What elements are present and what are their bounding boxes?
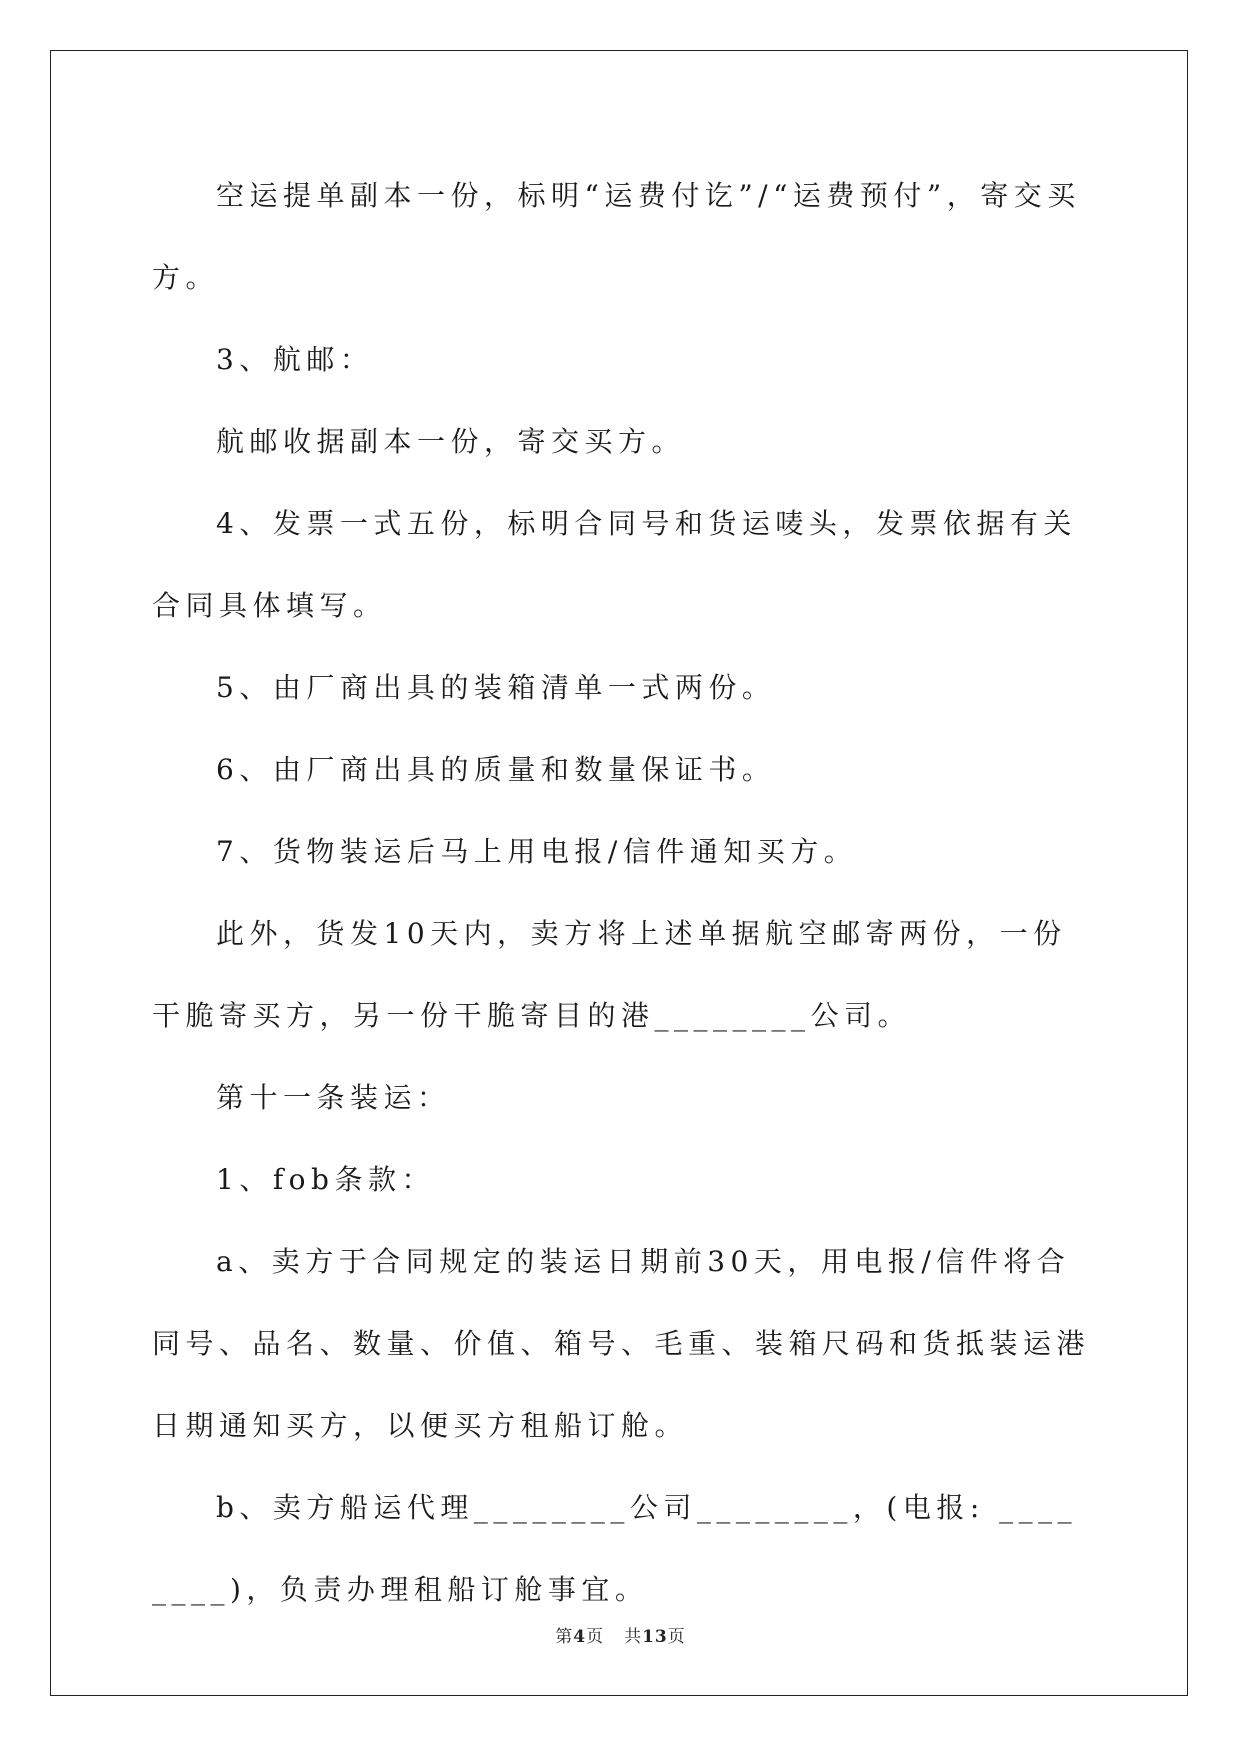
footer-total-prefix: 共 [624,1627,643,1647]
paragraph: 6、由厂商出具的质量和数量保证书。 [216,753,776,786]
paragraph: 1、fob条款： [216,1163,435,1196]
page-number: 4 [573,1627,587,1647]
document-body [152,155,1092,1631]
paragraph: b、卖方船运代理________公司________，(电报: ________)，负责办理租船订舱事宜。 [152,1491,1078,1606]
footer-total-suffix: 页 [667,1627,686,1647]
paragraph: 7、货物装运后马上用电报/信件通知买方。 [216,835,858,868]
paragraph: 第十一条装运： [216,1081,451,1114]
paragraph: 3、航邮： [216,343,374,376]
paragraph: 5、由厂商出具的装箱清单一式两份。 [216,671,776,704]
paragraph: 此外，货发10天内，卖方将上述单据航空邮寄两份，一份干脆寄买方，另一份干脆寄目的港________公司。 [152,917,1067,1032]
footer-page-suffix: 页 [586,1627,605,1647]
paragraph: 4、发票一式五份，标明合同号和货运唛头，发票依据有关合同具体填写。 [152,507,1077,622]
paragraph: 航邮收据副本一份，寄交买方。 [216,425,686,458]
page-footer [0,1622,1241,1647]
paragraph: 空运提单副本一份，标明“运费付讫”/“运费预付”，寄交买方。 [152,179,1081,294]
paragraph: a、卖方于合同规定的装运日期前30天，用电报/信件将合同号、品名、数量、价值、箱号、毛重、装箱尺码和货抵装运港日期通知买方，以便买方租船订舱。 [152,1245,1091,1442]
total-pages: 13 [642,1627,668,1647]
footer-prefix: 第 [555,1627,574,1647]
